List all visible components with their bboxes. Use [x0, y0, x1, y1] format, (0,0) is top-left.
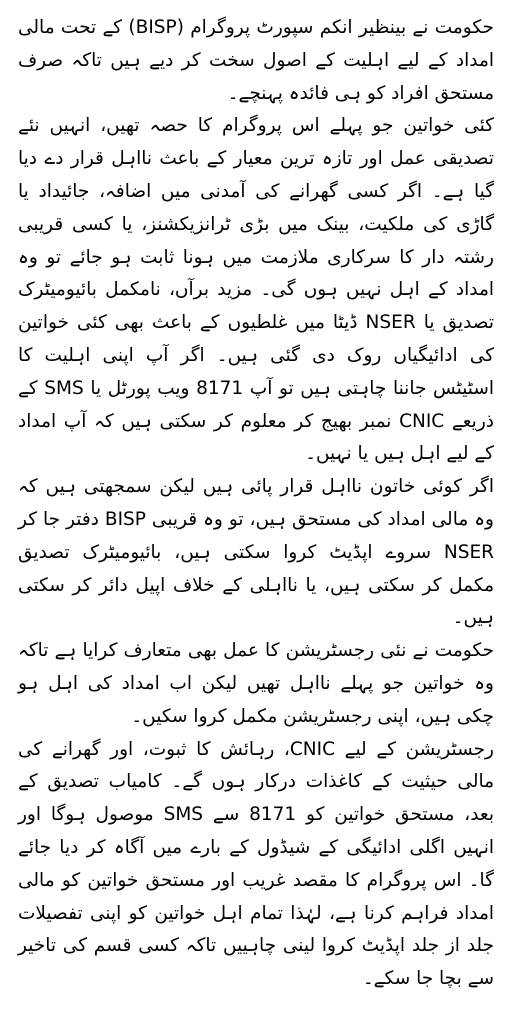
paragraph-appeal-process: اگر کوئی خاتون نااہل قرار پائی ہیں لیکن سمجھتی ہیں کہ وہ مالی امداد کی مستحق ہیں، تو وہ قریبی BISP دفتر جا کر NSER سروے اپڈیٹ کروا سکتی ہیں، بائیومیٹرک تصدیق مکمل کر سکتی ہیں، یا نااہلی کے خلاف اپیل دائر کر سکتی ہیں۔ [18, 476, 494, 629]
paragraph-eligibility-rules: حکومت نے بینظیر انکم سپورٹ پروگرام (BISP) کے تحت مالی امداد کے لیے اہلیت کے اصول سخت کر دیے ہیں تاکہ صرف مستحق افراد کو ہی فائدہ پہنچے۔ [18, 17, 494, 104]
paragraph-registration-documents: رجسٹریشن کے لیے CNIC، رہائش کا ثبوت، اور گھرانے کی مالی حیثیت کے کاغذات درکار ہوں گے۔ کامیاب تصدیق کے بعد، مستحق خواتین کو 8171 سے SMS موصول ہوگا اور انہیں اگلی ادائیگی کے شیڈول کے بارے میں آگاہ کر دیا جائے گا۔ اس پروگرام کا مقصد غریب اور مستحق خواتین کو مالی امداد فراہم کرنا ہے، لہٰذا تمام اہل خواتین کو اپنی تفصیلات جلد از جلد اپڈیٹ کروا لینی چاہییں تاکہ کسی قسم کی تاخیر سے بچا جا سکے۔ [18, 738, 494, 990]
paragraph-new-registration: حکومت نے نئی رجسٹریشن کا عمل بھی متعارف کرایا ہے تاکہ وہ خواتین جو پہلے نااہل تھیں لیکن اب امداد کی اہل ہو چکی ہیں، اپنی رجسٹریشن مکمل کروا سکیں۔ [18, 640, 494, 727]
paragraph-disqualification-reasons: کئی خواتین جو پہلے اس پروگرام کا حصہ تھیں، انہیں نئے تصدیقی عمل اور تازہ ترین معیار کے باعث نااہل قرار دے دیا گیا ہے۔ اگر کسی گھرانے کی آمدنی میں اضافہ، جائیداد یا گاڑی کی ملکیت، بینک میں بڑی ٹرانزیکشنز، یا کسی قریبی رشتہ دار کا سرکاری ملازمت میں ہونا ثابت ہو جائے تو وہ امداد کے اہل نہیں ہوں گی۔ مزید برآں، نامکمل بائیومیٹرک تصدیق یا NSER ڈیٹا میں غلطیوں کے باعث بھی کئی خواتین کی ادائیگیاں روک دی گئی ہیں۔ اگر آپ اپنی اہلیت کا اسٹیٹس جاننا چاہتی ہیں تو آپ 8171 ویب پورٹل یا SMS کے ذریعے CNIC نمبر بھیج کر معلوم کر سکتی ہیں کہ آپ امداد کے لیے اہل ہیں یا نہیں۔ [18, 115, 494, 465]
article-body [18, 12, 494, 996]
